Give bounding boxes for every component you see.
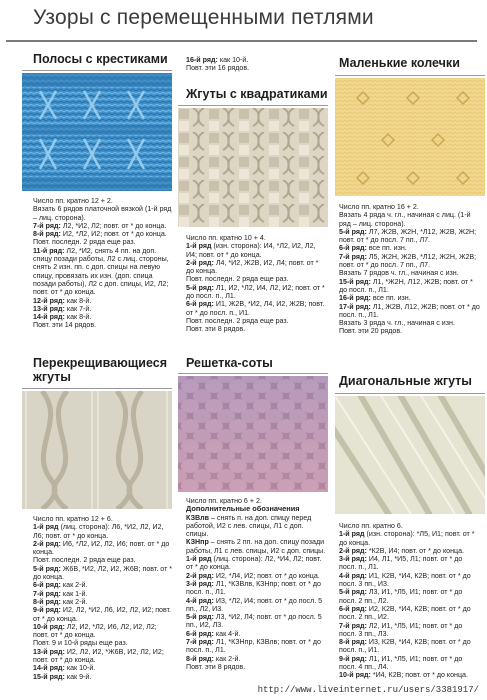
row-text: И6, *Л2, И2, Л2, И6; повт. от * до конца. (33, 539, 170, 557)
row-label: 8-й ряд: (33, 597, 61, 606)
row-text: как 8-й. (64, 296, 92, 305)
row-text: И2, *Л2, И2; повт. от * до конца. (60, 230, 167, 239)
row-label: 5-й ряд: (339, 227, 367, 236)
row-text: Повт. эти 16 рядов. (186, 64, 250, 73)
row-text: Л2, *И2, Л2; повт. от * до конца. (60, 221, 167, 230)
instruction-line (186, 663, 326, 671)
row-text: И1, К2В, *И4, К2В; повт. от * до посл. 3 пп., И3. (339, 571, 471, 589)
row-label: 2-й ряд: (33, 539, 61, 548)
instruction-line (339, 228, 481, 245)
row-text: Повт. эти 20 рядов. (339, 327, 403, 336)
row-label: 14-й ряд: (33, 664, 65, 673)
instruction-line (33, 205, 173, 222)
instruction-line (339, 605, 481, 622)
instruction-line (186, 613, 326, 630)
row-text: И2, *Л4, И2; повт. от * до конца. (213, 571, 320, 580)
instruction-line (186, 655, 326, 663)
pattern-text-cables-squares (186, 234, 326, 334)
row-label: 7-й ряд: (33, 589, 61, 598)
row-text: Вязать 4 ряда ч. гл., начиная с лиц. (1-й ряд – лиц. сторона). (339, 211, 471, 228)
pattern-name-diagonal-cables: Диагональные жгуты (339, 374, 472, 388)
instruction-line (339, 244, 481, 252)
row-text: Л1, *Ж2Н, Л12, Ж2В; повт. от * до посл. п., Л1. (339, 277, 473, 294)
row-text: Число пп. кратно 6. (339, 522, 403, 530)
row-text: Повт. последн. 2 ряда еще раз. (33, 238, 136, 247)
row-label: 1-й ряд (186, 242, 212, 251)
row-text: – снять п. на доп. спицу перед работой, И2 с лев. спицы, Л1 с доп. спицы. (186, 513, 312, 539)
instruction-line (186, 538, 326, 555)
row-text: Л2, *И2, снять 4 пп. на доп. спицу позади работы, Л2 с лиц. стороны, снять 2 изн. пп. с доп. спицы на левую спицу, провязать их изн. (доп. спица позади работы), Л2 с доп. спицы, И2, Л2; повт. от * до конца. (33, 246, 169, 297)
instruction-line (339, 622, 481, 639)
row-text: как 9-й. (64, 672, 92, 681)
row-text: как 8-й. (64, 313, 92, 322)
row-label: 8-й ряд: (186, 654, 214, 663)
instruction-line (339, 671, 481, 679)
row-label: 7-й ряд: (186, 638, 214, 647)
row-text: все пп. изн. (366, 244, 407, 253)
instruction-line (186, 638, 326, 655)
instruction-line (339, 530, 481, 547)
row-label: 10-й ряд: (33, 622, 65, 631)
row-label: 7-й ряд: (339, 621, 367, 630)
row-text: Ж6В, *И2, Л2, И2, Ж6В; повт. от * до конца. (33, 564, 173, 582)
instruction-line (186, 242, 326, 259)
pattern-name-crossing-cables (33, 356, 167, 384)
pattern-name-line2: жгуты (33, 370, 71, 384)
row-label: 9-й ряд: (33, 606, 61, 615)
pattern-text-small-rings (339, 203, 481, 336)
row-label: 4-й ряд: (339, 571, 367, 580)
row-text: Л1, *КЗНпр, КЗВлв; повт. от * до посл. п., Л1. (186, 638, 321, 655)
instruction-line (33, 197, 173, 205)
instruction-line (339, 522, 481, 530)
row-text: Л3, *И2, Л4; повт. от * до посл. 5 пп., И2, Л3. (186, 613, 322, 630)
row-label: 5-й ряд: (186, 283, 214, 292)
row-text: И3, К2В, *И4, К2В; повт. от * до посл. п., И1. (339, 638, 471, 655)
instruction-line (33, 297, 173, 305)
row-label: 6-й ряд: (33, 581, 61, 590)
row-label: 8-й ряд: (33, 230, 61, 239)
instruction-line (33, 590, 173, 598)
instruction-line (186, 259, 326, 276)
instruction-line (33, 238, 173, 246)
page-title: Узоры с перемещенными петлями (33, 6, 374, 29)
divider (178, 373, 328, 374)
row-text: как 10-й. (64, 664, 96, 673)
row-text: Повт. последн. 2 ряда еще раз. (186, 316, 289, 325)
instruction-line (339, 655, 481, 672)
instruction-line (186, 514, 326, 539)
instruction-line (33, 313, 173, 321)
row-text: Число пп. кратно 10 + 4. (186, 234, 266, 242)
row-text: (лиц. сторона): Л6, *И2, Л2, И2, Л6; повт. от * до конца. (33, 523, 164, 540)
row-text: Вязать 6 рядов платочной вязкой (1-й ряд – лиц. сторона). (33, 205, 172, 222)
instruction-line (33, 321, 173, 329)
instruction-line (186, 284, 326, 301)
row-text: Повт. 9 и 10-й ряды еще раз. (33, 639, 128, 648)
pattern-name-line1: Перекрещивающиеся (33, 356, 168, 370)
row-text: (изн. сторона): *Л5, И1; повт. от * до конца. (339, 530, 475, 547)
row-text: как 4-й. (213, 629, 241, 638)
instruction-line (33, 598, 173, 606)
row-label: 10-й ряд: (339, 671, 371, 680)
instruction-line (33, 515, 173, 523)
instruction-line (33, 540, 173, 557)
row-text: Л1, И2, *Л2, И4, Л2, И2; повт. от * до посл. п., Л1. (186, 283, 325, 301)
row-text: все пп. изн. (370, 294, 411, 303)
row-label: 12-й ряд: (33, 296, 65, 305)
instruction-line (33, 222, 173, 230)
row-label: 4-й ряд: (186, 596, 214, 605)
instruction-line (33, 247, 173, 297)
row-label: 17-й ряд: (339, 302, 371, 311)
row-label: 8-й ряд: (339, 638, 367, 647)
row-label: 6-й ряд: (186, 629, 214, 638)
instruction-line (339, 253, 481, 270)
row-text: – снять 2 пп. на доп. спицу позади работы, Л1 с лев. спицы, И2 с доп. спицы. (186, 538, 326, 555)
row-text: Повт. эти 14 рядов. (33, 321, 97, 330)
instruction-line (186, 325, 326, 333)
row-text: Л1, И1, *Л5, И1; повт. от * до посл. 4 пп., Л4. (339, 654, 463, 672)
row-label: 1-й ряд (339, 530, 365, 539)
instruction-line (33, 648, 173, 665)
row-text: Повт. эти 8 рядов. (186, 662, 246, 671)
instruction-line (339, 547, 481, 555)
instruction-line (186, 64, 326, 72)
row-label: 1-й ряд (186, 555, 212, 564)
row-label: 9-й ряд: (339, 654, 367, 663)
pattern-text-diagonal-cables (339, 522, 481, 680)
row-text: Повт. последн. 2 ряда еще раз. (33, 556, 136, 565)
row-label: 15-й ряд: (33, 672, 65, 681)
instruction-line (339, 278, 481, 295)
pattern-text-stripes-crosses (33, 197, 173, 330)
row-text: как 10-й. (217, 56, 249, 64)
instruction-line (186, 317, 326, 325)
instruction-line (33, 673, 173, 681)
pattern-name-small-rings: Маленькие колечки (339, 56, 460, 70)
row-label: 16-й ряд: (186, 56, 218, 64)
row-label: 7-й ряд: (339, 252, 367, 261)
row-text: (лиц. сторона): Л2, *И4, Л2; повт. от * до конца. (186, 555, 322, 572)
watermark-url: http://www.liveinternet.ru/users/3381917/ (257, 685, 479, 695)
row-label: 2-й ряд: (339, 546, 367, 555)
row-label: КЗВлв (186, 513, 210, 522)
instruction-line (33, 565, 173, 582)
instruction-line (186, 555, 326, 572)
instruction-line (186, 300, 326, 317)
row-text: как 7-й. (64, 304, 92, 313)
row-label: 6-й ряд: (339, 244, 367, 253)
row-text: Л2, И2, *Л2, И6, Л2, И2, Л2; повт. от * до конца. (33, 622, 157, 640)
row-text: И1, Ж2В, *И2, Л4, И2, Ж2В; повт. от * до посл. п., И1. (186, 300, 325, 317)
row-label: 13-й ряд: (33, 647, 65, 656)
instruction-line (186, 275, 326, 283)
knitting-photo-small-rings (335, 78, 485, 196)
instruction-line (339, 203, 481, 211)
row-text: *И4, К2В; повт. от * до конца. (370, 671, 468, 680)
row-text: Л7, Ж2В, Ж2Н, *Л12, Ж2В, Ж2Н; повт. от * до посл. 7 пп., Л7. (339, 227, 477, 245)
knitting-photo-crossing-cables (22, 391, 172, 509)
instruction-line (186, 630, 326, 638)
row-text: И2, Л2, *И2, Л6, И2, Л2, И2; повт. от * до конца. (33, 606, 172, 623)
knitting-photo-diagonal-cables (335, 396, 485, 514)
instruction-line (339, 327, 481, 335)
row-label: 5-й ряд: (186, 613, 214, 622)
row-label: 1-й ряд (33, 523, 59, 532)
instruction-line (33, 305, 173, 313)
row-label: 15-й ряд: (339, 277, 371, 286)
instruction-line (186, 572, 326, 580)
row-text: Число пп. кратно 12 + 6. (33, 515, 113, 523)
row-label: 6-й ряд: (186, 300, 214, 309)
divider (335, 393, 485, 394)
pattern-text-honeycomb (186, 497, 326, 671)
row-text: как 1-й. (60, 589, 88, 598)
row-label: 6-й ряд: (339, 604, 367, 613)
row-text: И4, Л1, *И5, Л1; повт. от * до посл. п., Л1. (339, 555, 463, 572)
instruction-line (186, 234, 326, 242)
pattern-name-cables-squares: Жгуты с квадратиками (186, 87, 328, 101)
top-rule (18, 40, 477, 42)
instruction-line (186, 597, 326, 614)
row-text: как 2-й. (60, 581, 88, 590)
row-text: Число пп. кратно 16 + 2. (339, 203, 419, 211)
instruction-line (339, 555, 481, 572)
instruction-line (339, 638, 481, 655)
row-text: Повт. последн. 2 ряда еще раз. (186, 275, 289, 284)
instruction-line (186, 580, 326, 597)
instruction-line (33, 581, 173, 589)
row-label: 5-й ряд: (33, 564, 61, 573)
row-text: Л1, Ж2В, Л12, Ж2В; повт. от * до посл. п., Л1. (339, 302, 480, 319)
instruction-line (33, 556, 173, 564)
row-text: И2, К2В, *И4, К2В; повт. от * до посл. 2 пп., И2. (339, 604, 471, 622)
instruction-line (186, 505, 326, 513)
row-text: *К2В, И4; повт. от * до конца. (366, 546, 464, 555)
row-label: 3-й ряд: (186, 579, 214, 588)
instruction-line (33, 523, 173, 540)
row-text: Повт. эти 8 рядов. (186, 325, 246, 334)
row-text: Вязать 3 ряда ч. гл., начиная с изн. (339, 319, 455, 328)
subheading: Дополнительные обозначения (186, 504, 300, 514)
pattern-name-stripes-crosses: Полосы с крестиками (33, 52, 168, 66)
divider (22, 388, 172, 389)
row-text: Л1, *КЗВлв, КЗНпр; повт. от * до посл. п., Л1. (186, 579, 321, 597)
instruction-line (186, 56, 326, 64)
pattern-name-honeycomb: Решетка-соты (186, 356, 273, 370)
divider (22, 70, 172, 71)
row-label: 3-й ряд: (339, 555, 367, 564)
divider (335, 75, 485, 76)
row-label: КЗНпр (186, 538, 209, 547)
row-text: (изн. сторона): И4, *Л2, И2, Л2, И4; повт. от * до конца. (186, 242, 316, 259)
row-text: И2, Л2, И2, *Ж6В, И2, Л2, И2; повт. от * до конца. (33, 647, 164, 665)
instruction-line (33, 606, 173, 623)
row-text: Л2, И1, *Л5, И1; повт. от * до посл. 3 пп., Л3. (339, 621, 463, 638)
row-text: как 2-й. (213, 654, 241, 663)
instruction-line (339, 588, 481, 605)
row-text: Л3, И1, *Л5, И1; повт. от * до посл. 2 пп., Л2. (339, 588, 463, 605)
knitting-photo-stripes-crosses (22, 73, 172, 191)
instruction-line (339, 572, 481, 589)
row-label: 11-й ряд: (33, 246, 65, 255)
instruction-line (339, 319, 481, 327)
knitting-photo-cables-squares (178, 108, 328, 227)
row-label: 5-й ряд: (339, 588, 367, 597)
instruction-line (339, 211, 481, 228)
row-text: Число пп. кратно 12 + 2. (33, 197, 113, 205)
instruction-line (339, 294, 481, 302)
knitting-photo-honeycomb (178, 376, 328, 492)
row-label: 13-й ряд: (33, 304, 65, 313)
row-label: 7-й ряд: (33, 221, 61, 230)
row-text: Л4, *И2, Ж2В, И2, Л4; повт. от * до конца. (186, 258, 319, 276)
title-rule (6, 40, 18, 42)
row-text: как 2-й. (60, 597, 88, 606)
row-text: И3, *Л2, И4; повт. от * до посл. 5 пп., Л2, И3. (186, 596, 323, 613)
row-label: 2-й ряд: (186, 571, 214, 580)
instruction-line (33, 664, 173, 672)
row-text: Л5, Ж2Н, Ж2В, *Л12, Ж2Н, Ж2В; повт. от * до посл. 7 пп., Л7. (339, 252, 477, 270)
pattern-text-crossing-cables (33, 515, 173, 681)
instruction-line (33, 623, 173, 640)
divider (178, 105, 328, 106)
row-label: 14-й ряд: (33, 313, 65, 322)
row-label: 16-й ряд: (339, 294, 371, 303)
pattern-text-continuation (186, 56, 326, 73)
row-text: Число пп. кратно 6 + 2. (186, 497, 262, 505)
row-label: 2-й ряд: (186, 258, 214, 267)
instruction-line (339, 303, 481, 320)
instruction-line (33, 230, 173, 238)
instruction-line (339, 269, 481, 277)
instruction-line (33, 639, 173, 647)
row-text: Вязать 7 рядов ч. гл., начиная с изн. (339, 269, 459, 278)
